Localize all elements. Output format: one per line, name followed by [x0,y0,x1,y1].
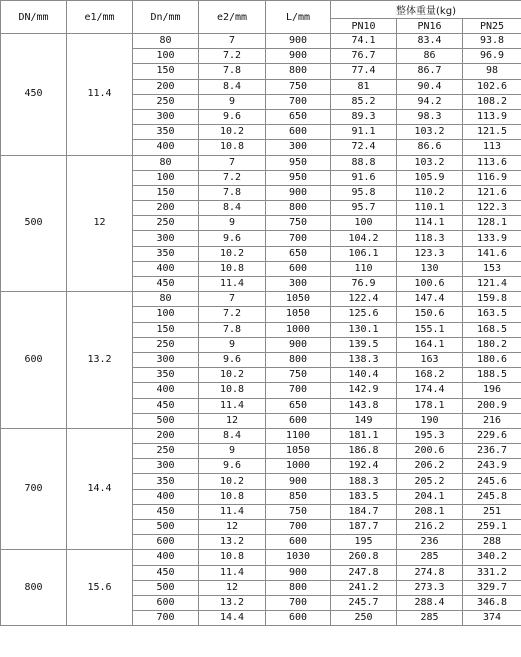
table-row [1,550,521,565]
pn16-weight-cell: 86.6 [397,140,463,155]
pn16-weight-cell: 288.4 [397,595,463,610]
header-pn25: PN25 [463,19,521,34]
pn16-weight-cell: 155.1 [397,322,463,337]
pn16-weight-cell: 168.2 [397,368,463,383]
dn-value-cell: 100 [133,307,199,322]
dn-value-cell: 200 [133,79,199,94]
dn-value-cell: 300 [133,109,199,124]
pn16-weight-cell: 174.4 [397,383,463,398]
l-value-cell: 700 [266,520,331,535]
pn10-weight-cell: 91.1 [331,125,397,140]
l-value-cell: 900 [266,474,331,489]
pn10-weight-cell: 250 [331,611,397,626]
l-value-cell: 900 [266,49,331,64]
e2-value-cell: 11.4 [199,277,266,292]
dn-value-cell: 450 [133,565,199,580]
e2-value-cell: 8.4 [199,201,266,216]
pn10-weight-cell: 139.5 [331,337,397,352]
dn-value-cell: 80 [133,34,199,49]
pn10-weight-cell: 72.4 [331,140,397,155]
pn10-weight-cell: 104.2 [331,231,397,246]
pn10-weight-cell: 125.6 [331,307,397,322]
l-value-cell: 950 [266,155,331,170]
pn16-weight-cell: 178.1 [397,398,463,413]
e2-value-cell: 7 [199,292,266,307]
dn-value-cell: 400 [133,550,199,565]
pn10-weight-cell: 183.5 [331,489,397,504]
pn25-weight-cell: 96.9 [463,49,521,64]
pn16-weight-cell: 190 [397,413,463,428]
header-e1: e1/mm [67,1,133,34]
dn-value-cell: 500 [133,413,199,428]
e2-value-cell: 13.2 [199,595,266,610]
e2-value-cell: 14.4 [199,611,266,626]
header-dn-small: Dn/mm [133,1,199,34]
e2-value-cell: 11.4 [199,565,266,580]
pn25-weight-cell: 116.9 [463,170,521,185]
pn10-weight-cell: 100 [331,216,397,231]
pn25-weight-cell: 102.6 [463,79,521,94]
pn25-weight-cell: 180.6 [463,352,521,367]
pn10-weight-cell: 110 [331,261,397,276]
pn10-weight-cell: 89.3 [331,109,397,124]
dn-value-cell: 200 [133,428,199,443]
pn10-weight-cell: 192.4 [331,459,397,474]
l-value-cell: 700 [266,231,331,246]
pn25-weight-cell: 340.2 [463,550,521,565]
e2-value-cell: 12 [199,580,266,595]
pn25-weight-cell: 141.6 [463,246,521,261]
dn-value-cell: 700 [133,611,199,626]
pn16-weight-cell: 103.2 [397,155,463,170]
dn-value-cell: 450 [133,398,199,413]
pn16-weight-cell: 274.8 [397,565,463,580]
pn25-weight-cell: 245.6 [463,474,521,489]
e2-value-cell: 9 [199,444,266,459]
e2-value-cell: 9.6 [199,352,266,367]
l-value-cell: 1000 [266,322,331,337]
e2-value-cell: 8.4 [199,79,266,94]
dn-value-cell: 300 [133,459,199,474]
pn16-weight-cell: 206.2 [397,459,463,474]
pn16-weight-cell: 86 [397,49,463,64]
dn-value-cell: 500 [133,520,199,535]
e2-value-cell: 10.8 [199,383,266,398]
dn-value-cell: 400 [133,489,199,504]
pn16-weight-cell: 90.4 [397,79,463,94]
e2-value-cell: 9 [199,216,266,231]
group-e1-cell: 15.6 [67,550,133,626]
l-value-cell: 900 [266,337,331,352]
l-value-cell: 1050 [266,444,331,459]
pn10-weight-cell: 245.7 [331,595,397,610]
l-value-cell: 900 [266,185,331,200]
pn16-weight-cell: 118.3 [397,231,463,246]
l-value-cell: 700 [266,383,331,398]
pn16-weight-cell: 273.3 [397,580,463,595]
pn16-weight-cell: 204.1 [397,489,463,504]
pn16-weight-cell: 105.9 [397,170,463,185]
pn10-weight-cell: 88.8 [331,155,397,170]
dn-value-cell: 250 [133,94,199,109]
group-e1-cell: 11.4 [67,34,133,156]
pn10-weight-cell: 188.3 [331,474,397,489]
l-value-cell: 750 [266,504,331,519]
l-value-cell: 1050 [266,292,331,307]
l-value-cell: 600 [266,125,331,140]
pn25-weight-cell: 163.5 [463,307,521,322]
pn25-weight-cell: 245.8 [463,489,521,504]
pn10-weight-cell: 76.9 [331,277,397,292]
e2-value-cell: 11.4 [199,504,266,519]
dn-value-cell: 80 [133,292,199,307]
l-value-cell: 800 [266,580,331,595]
l-value-cell: 1100 [266,428,331,443]
e2-value-cell: 7 [199,34,266,49]
pn25-weight-cell: 229.6 [463,428,521,443]
pn25-weight-cell: 122.3 [463,201,521,216]
pn25-weight-cell: 93.8 [463,34,521,49]
e2-value-cell: 10.8 [199,261,266,276]
pn25-weight-cell: 168.5 [463,322,521,337]
pn16-weight-cell: 100.6 [397,277,463,292]
e2-value-cell: 9 [199,94,266,109]
table-row [1,155,521,170]
pn25-weight-cell: 133.9 [463,231,521,246]
e2-value-cell: 7.2 [199,170,266,185]
pn16-weight-cell: 285 [397,550,463,565]
table-row [1,428,521,443]
pn10-weight-cell: 95.8 [331,185,397,200]
l-value-cell: 900 [266,565,331,580]
dn-value-cell: 450 [133,504,199,519]
dn-value-cell: 400 [133,383,199,398]
dn-value-cell: 350 [133,246,199,261]
dn-value-cell: 250 [133,444,199,459]
l-value-cell: 1050 [266,307,331,322]
dn-value-cell: 450 [133,277,199,292]
pn25-weight-cell: 153 [463,261,521,276]
pn25-weight-cell: 288 [463,535,521,550]
e2-value-cell: 9 [199,337,266,352]
l-value-cell: 1030 [266,550,331,565]
pn10-weight-cell: 122.4 [331,292,397,307]
e2-value-cell: 12 [199,520,266,535]
table-body [1,34,521,626]
group-e1-cell: 13.2 [67,292,133,429]
e2-value-cell: 10.8 [199,550,266,565]
pn10-weight-cell: 77.4 [331,64,397,79]
l-value-cell: 600 [266,261,331,276]
e2-value-cell: 10.2 [199,368,266,383]
pn10-weight-cell: 140.4 [331,368,397,383]
dn-value-cell: 100 [133,170,199,185]
pn10-weight-cell: 241.2 [331,580,397,595]
l-value-cell: 700 [266,94,331,109]
pn16-weight-cell: 110.1 [397,201,463,216]
pn25-weight-cell: 113.6 [463,155,521,170]
e2-value-cell: 9.6 [199,459,266,474]
pn10-weight-cell: 260.8 [331,550,397,565]
pn16-weight-cell: 205.2 [397,474,463,489]
e2-value-cell: 9.6 [199,109,266,124]
e2-value-cell: 9.6 [199,231,266,246]
l-value-cell: 800 [266,352,331,367]
header-l: L/mm [266,1,331,34]
pn10-weight-cell: 74.1 [331,34,397,49]
l-value-cell: 750 [266,368,331,383]
pn16-weight-cell: 94.2 [397,94,463,109]
pn10-weight-cell: 81 [331,79,397,94]
pn10-weight-cell: 142.9 [331,383,397,398]
pn25-weight-cell: 346.8 [463,595,521,610]
e2-value-cell: 10.8 [199,140,266,155]
dn-value-cell: 250 [133,337,199,352]
l-value-cell: 950 [266,170,331,185]
table-row [1,292,521,307]
e2-value-cell: 7 [199,155,266,170]
pn10-weight-cell: 106.1 [331,246,397,261]
pn10-weight-cell: 187.7 [331,520,397,535]
pn25-weight-cell: 128.1 [463,216,521,231]
pn10-weight-cell: 76.7 [331,49,397,64]
dn-value-cell: 80 [133,155,199,170]
pn25-weight-cell: 200.9 [463,398,521,413]
pn16-weight-cell: 147.4 [397,292,463,307]
pn16-weight-cell: 216.2 [397,520,463,535]
pn25-weight-cell: 236.7 [463,444,521,459]
pn25-weight-cell: 259.1 [463,520,521,535]
group-dn-cell: 600 [1,292,67,429]
header-total-weight: 整体重量(kg) [331,1,521,19]
pn16-weight-cell: 195.3 [397,428,463,443]
group-e1-cell: 12 [67,155,133,292]
pn25-weight-cell: 196 [463,383,521,398]
table-row [1,34,521,49]
l-value-cell: 600 [266,611,331,626]
e2-value-cell: 10.2 [199,125,266,140]
dn-value-cell: 400 [133,261,199,276]
pn16-weight-cell: 130 [397,261,463,276]
l-value-cell: 650 [266,109,331,124]
pn16-weight-cell: 83.4 [397,34,463,49]
pn25-weight-cell: 329.7 [463,580,521,595]
l-value-cell: 300 [266,277,331,292]
e2-value-cell: 7.8 [199,185,266,200]
l-value-cell: 1000 [266,459,331,474]
l-value-cell: 600 [266,413,331,428]
pn10-weight-cell: 143.8 [331,398,397,413]
group-dn-cell: 500 [1,155,67,292]
l-value-cell: 650 [266,398,331,413]
dn-value-cell: 300 [133,231,199,246]
dn-value-cell: 200 [133,201,199,216]
e2-value-cell: 7.8 [199,322,266,337]
e2-value-cell: 10.2 [199,246,266,261]
header-pn16: PN16 [397,19,463,34]
e2-value-cell: 7.2 [199,49,266,64]
pn16-weight-cell: 285 [397,611,463,626]
pn10-weight-cell: 184.7 [331,504,397,519]
pn10-weight-cell: 186.8 [331,444,397,459]
dn-value-cell: 250 [133,216,199,231]
l-value-cell: 650 [266,246,331,261]
l-value-cell: 800 [266,201,331,216]
e2-value-cell: 11.4 [199,398,266,413]
e2-value-cell: 10.2 [199,474,266,489]
pn16-weight-cell: 98.3 [397,109,463,124]
pn25-weight-cell: 216 [463,413,521,428]
pn16-weight-cell: 236 [397,535,463,550]
l-value-cell: 800 [266,64,331,79]
dn-value-cell: 150 [133,185,199,200]
pn10-weight-cell: 195 [331,535,397,550]
pn10-weight-cell: 138.3 [331,352,397,367]
dn-value-cell: 400 [133,140,199,155]
pn16-weight-cell: 110.2 [397,185,463,200]
dn-value-cell: 600 [133,595,199,610]
pn16-weight-cell: 103.2 [397,125,463,140]
pn10-weight-cell: 181.1 [331,428,397,443]
pn25-weight-cell: 188.5 [463,368,521,383]
pn16-weight-cell: 150.6 [397,307,463,322]
e2-value-cell: 8.4 [199,428,266,443]
dn-value-cell: 600 [133,535,199,550]
pn10-weight-cell: 85.2 [331,94,397,109]
pn16-weight-cell: 208.1 [397,504,463,519]
pn16-weight-cell: 86.7 [397,64,463,79]
pn25-weight-cell: 180.2 [463,337,521,352]
e2-value-cell: 12 [199,413,266,428]
l-value-cell: 700 [266,595,331,610]
pn25-weight-cell: 113.9 [463,109,521,124]
pn25-weight-cell: 121.6 [463,185,521,200]
dn-value-cell: 100 [133,49,199,64]
dn-value-cell: 500 [133,580,199,595]
header-e2: e2/mm [199,1,266,34]
pn16-weight-cell: 200.6 [397,444,463,459]
dn-value-cell: 350 [133,474,199,489]
group-dn-cell: 700 [1,428,67,550]
pn25-weight-cell: 121.4 [463,277,521,292]
pn16-weight-cell: 123.3 [397,246,463,261]
dn-value-cell: 350 [133,125,199,140]
dn-value-cell: 300 [133,352,199,367]
e2-value-cell: 7.8 [199,64,266,79]
l-value-cell: 900 [266,34,331,49]
dn-value-cell: 150 [133,64,199,79]
pn25-weight-cell: 159.8 [463,292,521,307]
pn10-weight-cell: 149 [331,413,397,428]
group-dn-cell: 450 [1,34,67,156]
l-value-cell: 600 [266,535,331,550]
pn25-weight-cell: 251 [463,504,521,519]
l-value-cell: 750 [266,79,331,94]
pn25-weight-cell: 243.9 [463,459,521,474]
pn25-weight-cell: 331.2 [463,565,521,580]
pn16-weight-cell: 163 [397,352,463,367]
pn16-weight-cell: 114.1 [397,216,463,231]
e2-value-cell: 10.8 [199,489,266,504]
pn25-weight-cell: 121.5 [463,125,521,140]
pn10-weight-cell: 247.8 [331,565,397,580]
pn10-weight-cell: 95.7 [331,201,397,216]
l-value-cell: 750 [266,216,331,231]
pn25-weight-cell: 98 [463,64,521,79]
pn25-weight-cell: 374 [463,611,521,626]
l-value-cell: 850 [266,489,331,504]
pn25-weight-cell: 108.2 [463,94,521,109]
e2-value-cell: 7.2 [199,307,266,322]
table-header [1,1,521,34]
pn10-weight-cell: 91.6 [331,170,397,185]
l-value-cell: 300 [266,140,331,155]
pn10-weight-cell: 130.1 [331,322,397,337]
group-e1-cell: 14.4 [67,428,133,550]
dn-value-cell: 150 [133,322,199,337]
pn16-weight-cell: 164.1 [397,337,463,352]
dn-value-cell: 350 [133,368,199,383]
e2-value-cell: 13.2 [199,535,266,550]
header-pn10: PN10 [331,19,397,34]
pn25-weight-cell: 113 [463,140,521,155]
header-dn: DN/mm [1,1,67,34]
group-dn-cell: 800 [1,550,67,626]
